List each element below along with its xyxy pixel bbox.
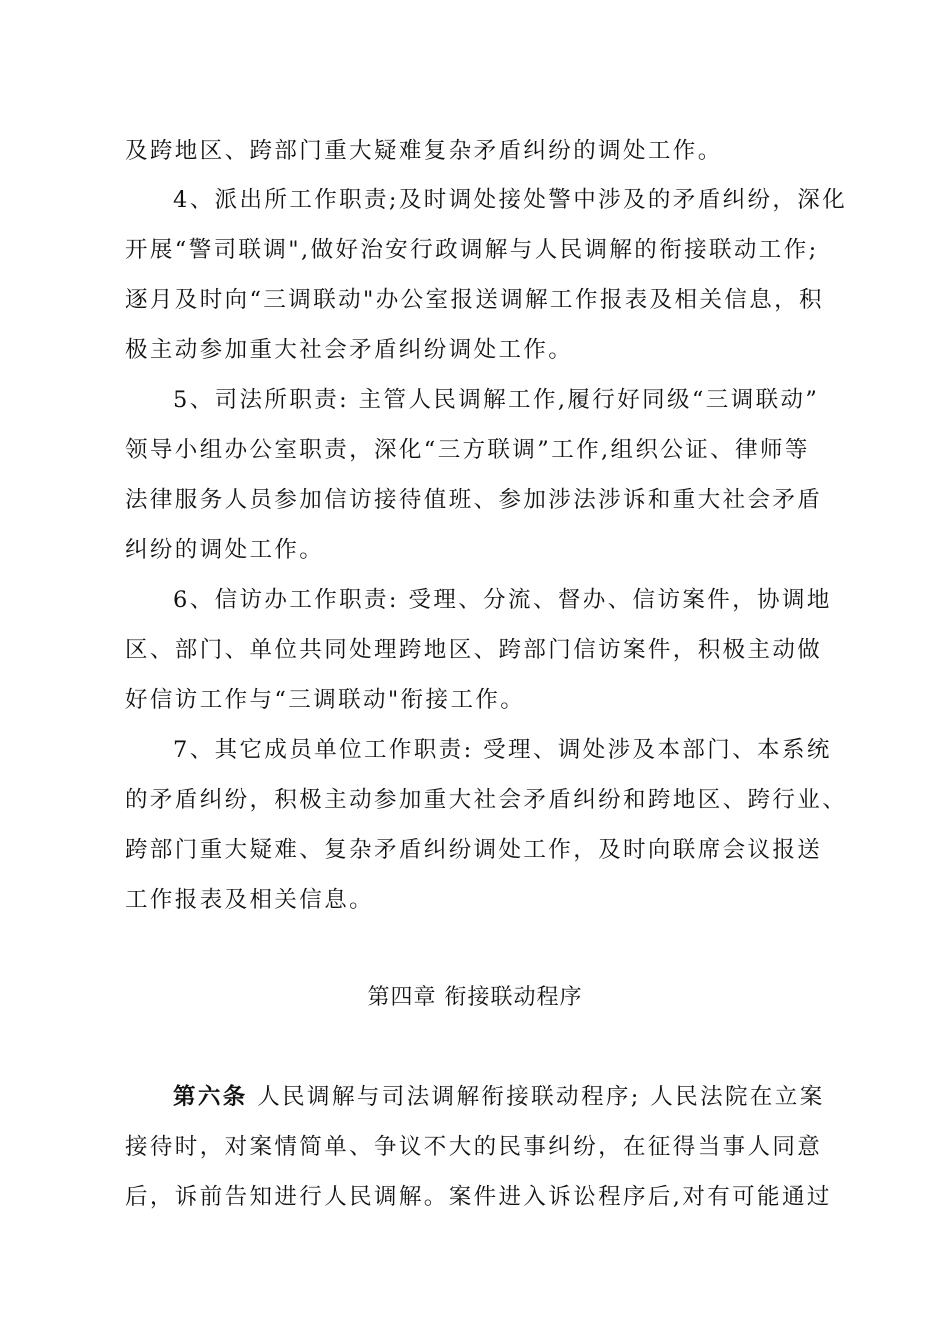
text-line: 法律服务人员参加信访接待值班、参加涉法涉诉和重大社会矛盾: [125, 487, 823, 513]
paragraph-4-line-1: 4、派出所工作职责;及时调处接处警中涉及的矛盾纠纷，深化: [173, 187, 848, 213]
text-line: 接待时，对案情简单、争议不大的民事纠纷，在征得当事人同意: [125, 1134, 823, 1160]
paragraph-5-line-1: 5、司法所职责: 主管人民调解工作,履行好同级“三调联动”: [173, 387, 820, 413]
text-line: 开展“警司联调",做好治安行政调解与人民调解的衔接联动工作;: [125, 237, 819, 263]
text-line: 区、部门、单位共同处理跨地区、跨部门信访案件，积极主动做: [125, 637, 823, 663]
text-line: 的矛盾纠纷，积极主动参加重大社会矛盾纠纷和跨地区、跨行业、: [125, 787, 848, 813]
text-line: 工作报表及相关信息。: [125, 887, 375, 913]
article-6-line-1: [173, 1082, 913, 1112]
text-line: 好信访工作与“三调联动"衔接工作。: [125, 687, 526, 713]
text-line: 及跨地区、跨部门重大疑难复杂矛盾纠纷的调处工作。: [125, 138, 723, 164]
text-line: 逐月及时向“三调联动"办公室报送调解工作报表及相关信息，积: [125, 287, 824, 313]
text-line: 纠纷的调处工作。: [125, 537, 325, 563]
paragraph-6-line-1: 6、信访办工作职责: 受理、分流、督办、信访案件，协调地: [173, 587, 832, 613]
text-line: 跨部门重大疑难、复杂矛盾纠纷调处工作，及时向联席会议报送: [125, 837, 823, 863]
paragraph-7-line-1: 7、其它成员单位工作职责: 受理、调处涉及本部门、本系统: [173, 737, 832, 763]
article-label: 第六条: [173, 1084, 248, 1110]
text-line: 领导小组办公室职责，深化“三方联调”工作,组织公证、律师等: [125, 437, 810, 463]
text-line: 极主动参加重大社会矛盾纠纷调处工作。: [125, 337, 574, 363]
text-line: 后，诉前告知进行人民调解。案件进入诉讼程序后,对有可能通过: [125, 1184, 832, 1210]
chapter-heading: 第四章 衔接联动程序: [367, 985, 583, 1010]
article-text: 人民调解与司法调解衔接联动程序; 人民法院在立案: [247, 1084, 825, 1110]
